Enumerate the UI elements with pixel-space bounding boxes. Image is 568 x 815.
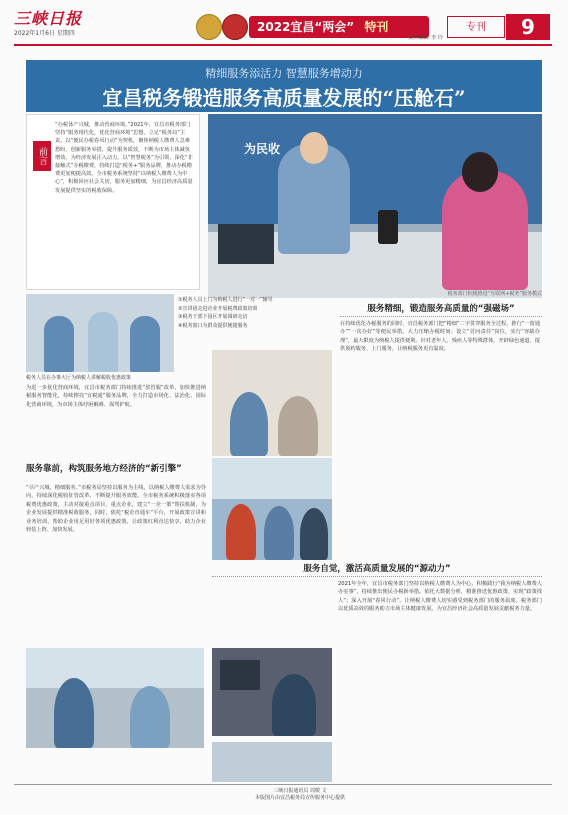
- photo-consult-person-2: [278, 396, 318, 456]
- main-photo-wall-text: 为民收: [244, 142, 281, 156]
- article-intro: 为进一步优化营商环境，宜昌市税务部门持续推进“放管服”改革，加快推进纳税服务智能化，持续擦亮“宜税通”服务品牌，全力打造市场化、法治化、国际化营商环境，为市场主体纾困解难、保驾护航。: [26, 385, 206, 408]
- masthead: [0, 0, 568, 48]
- photo-caption-item: ②宣讲团走进企业开展税费政策培训: [178, 305, 258, 312]
- photo-visit: [212, 742, 332, 782]
- section-2-rule: [340, 316, 542, 317]
- photo-solar-person-1: [226, 504, 256, 560]
- dateline: 2022年1月6日 星期四: [14, 30, 75, 37]
- staff-photo-caption: 税务人员在办事大厅为纳税人讲解税收优惠政策: [26, 375, 132, 381]
- section-3-title: 服务自觉，激活高质量发展的“源动力”: [303, 564, 451, 574]
- service-photo-person-2: [130, 686, 170, 748]
- photo-solar-person-2: [264, 506, 294, 560]
- staff-photo-person-2: [88, 312, 118, 372]
- photo-solar: [212, 458, 332, 560]
- section-1-title: 服务靠前，构筑服务地方经济的“新引擎”: [26, 464, 182, 474]
- headline-title: 宜昌税务锻造服务高质量发展的“压舱石”: [102, 86, 466, 110]
- banner-edition: 特刊: [364, 20, 389, 34]
- photo-caption-list: [178, 296, 296, 330]
- main-photo: [208, 114, 542, 298]
- service-photo-bg: [26, 648, 204, 688]
- photo-office-person: [272, 674, 316, 736]
- headline-kicker: 精细服务添活力 智慧服务增动力: [205, 67, 363, 80]
- special-edition-banner: [249, 16, 429, 38]
- masthead-rule: [14, 44, 552, 46]
- preface-text: “办税体产兴城，推动营商环境。”2021年，宜昌市税务部门坚持“服务现代化，优化营商环境”思想，立足“税务局”主责，以“便民办税春风行动”为契机，聚焦纳税人缴费人急难愁盼，创新服务举措，提升服务质效，不断为市场主体减负增效、为经济发展注入动力。以“智慧税务”为引领，深化“非接触式”办税缴费，持续打造“税务+”服务品牌，推动办税缴费更加便捷高效。全市税务系统坚持“以纳税人缴费人为中心”，积极回应社会关切，服务更加精细，为宜昌经济高质量发展提供坚实的税收保障。: [55, 122, 193, 194]
- main-photo-citizen-head: [462, 152, 498, 192]
- headline-block: [26, 60, 542, 112]
- footer-byline: 三峡日报通讯员 周媛 文: [273, 788, 327, 794]
- editor-credit: 责任编辑: 李 玲: [408, 35, 443, 41]
- photo-office-screen: [220, 660, 260, 690]
- staff-photo-person-1: [44, 316, 74, 372]
- newspaper-logo: 三峡日报: [14, 9, 83, 28]
- main-photo-caption: 税务部门积极推进“互联网+税务”服务模式: [447, 291, 542, 297]
- footer: [200, 788, 400, 802]
- photo-caption-item: ④税务窗口为群众提供便捷服务: [178, 322, 248, 329]
- footer-photo-credit: 本版图片由宜昌税务局宣传服务中心提供: [254, 795, 345, 801]
- service-photo: [26, 648, 204, 748]
- section-3-rule: [212, 576, 542, 577]
- section-1-body: “尽产兴城，精细服务。”市税务局坚持以服务为主线，以纳税人缴费人需求为导向，持续深化税收征管改革，不断提升服务效能。全市税务系统积极落实各项税费优惠政策，主动对接重点项目、重点企业，建立“一企一策”帮扶机制，为企业发展提供精准税收服务。同时，依托“税企直通车”平台，开展政策宣讲和业务培训，帮助企业用足用好各项优惠政策，让政策红利直达快享，助力企业轻装上阵、加快发展。: [26, 485, 206, 534]
- footer-rule: [14, 784, 552, 785]
- staff-photo: [26, 294, 174, 372]
- main-photo-phone: [378, 210, 398, 244]
- section-2-body: 在持续优化办税服务的同时，宜昌税务部门把“精细”二字贯穿服务全过程。推行“一窗通办”“一次办好”等便民举措，大力压缩办税时间；设立“首问责任”岗位，实行“容缺办理”，最大限度为纳税人提供便利。针对老年人、残疾人等特殊群体，开辟绿色通道，提供预约服务、上门服务，让纳税服务更有温度。: [340, 321, 540, 353]
- party-emblem-icon: [196, 14, 222, 40]
- preface-box: [26, 114, 200, 290]
- main-photo-officer-head: [300, 132, 328, 164]
- photo-consult: [212, 350, 332, 456]
- photo-caption-item: ③税务干部下园区开展调研走访: [178, 314, 248, 321]
- page-number: 9: [506, 14, 550, 40]
- banner-title: 2022宜昌“两会”: [257, 20, 355, 34]
- photo-solar-sky: [212, 458, 332, 499]
- photo-caption-item: ①税务人员上门为纳税人进行“一对一”辅导: [178, 297, 273, 303]
- main-photo-monitor: [218, 224, 274, 264]
- section-label: 专刊: [447, 16, 505, 38]
- photo-office: [212, 648, 332, 736]
- section-3-body: 2021年全年，宜昌市税务部门坚持以纳税人缴费人为中心，积极践行“我为纳税人缴费人办实事”，持续推出便民办税新举措。依托大数据分析，精准推送优惠政策，实现“政策找人”；深入开展“春风行动”，让纳税人缴费人切实感受到税务部门的服务温度。税务部门以优质高效的服务助力市场主体健康发展，为宜昌经济社会高质量发展贡献税务力量。: [338, 581, 542, 613]
- service-photo-person-1: [54, 678, 94, 748]
- national-emblem-icon: [222, 14, 248, 40]
- preface-tag: 前言: [33, 141, 51, 171]
- staff-photo-person-3: [130, 316, 160, 372]
- photo-consult-person-1: [230, 392, 268, 456]
- photo-solar-person-3: [300, 508, 328, 560]
- section-2-title: 服务精细，锻造服务高质量的“强磁场”: [367, 304, 515, 314]
